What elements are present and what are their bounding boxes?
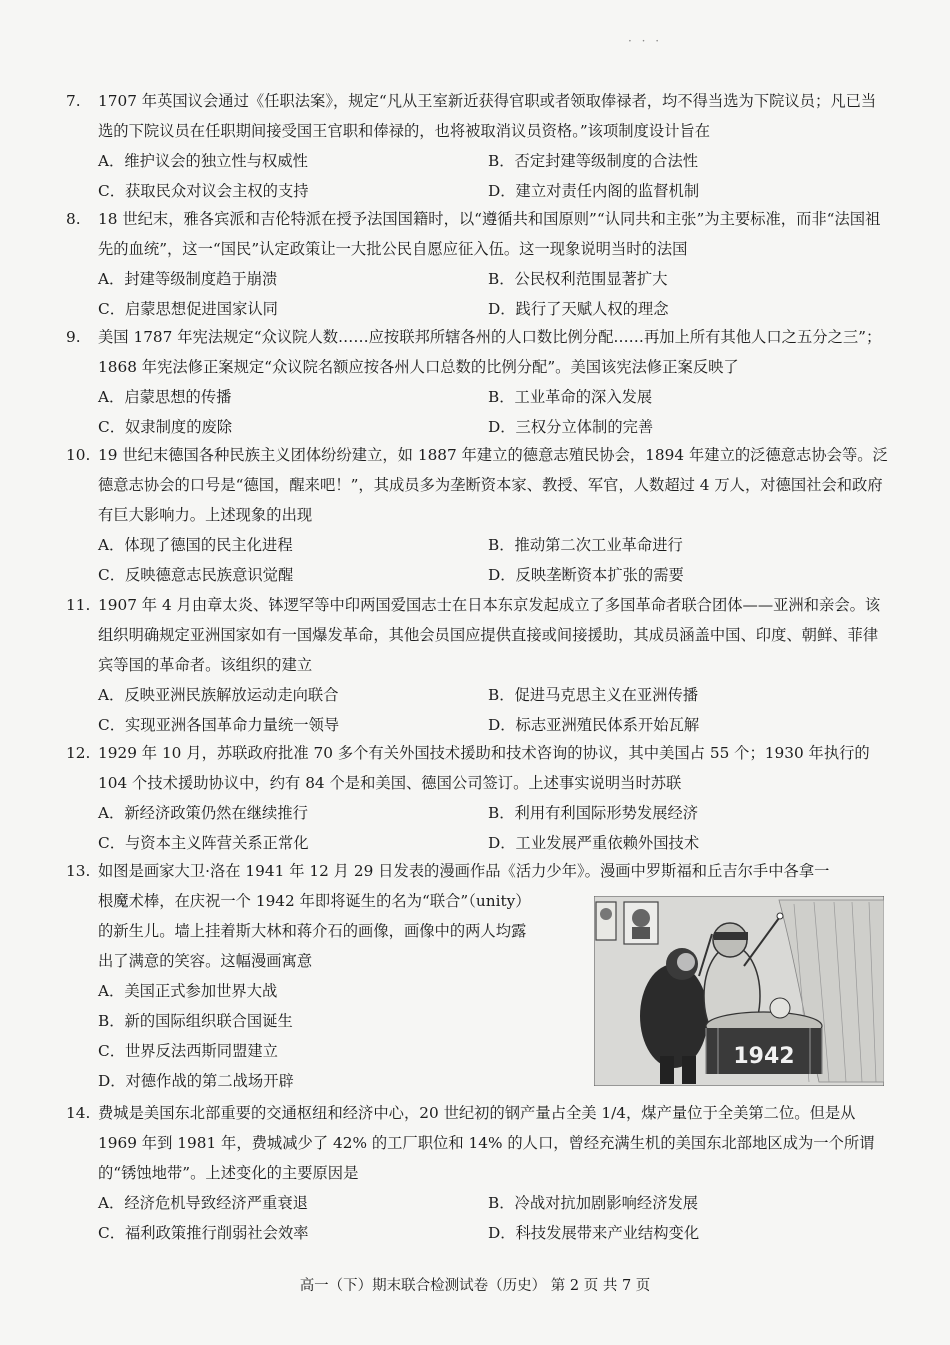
- question-stem: 18 世纪末，雅各宾派和吉伦特派在授予法国国籍时，以“遵循共和国原则”“认同共和主张”为主要标准，而非“法国祖先的血统”，这一“国民”认定政策让一大批公民自愿应征入伍。这一现象说明当时的法国: [98, 210, 881, 258]
- question-9: [66, 322, 890, 442]
- question-14: [66, 1098, 890, 1248]
- question-stem: 1929 年 10 月，苏联政府批准 70 多个有关外国技术援助和技术咨询的协议，其中美国占 55 个；1930 年执行的 104 个技术援助协议中，约有 84 个是和美国、德国公司签订。上述事实说明当时苏联: [98, 744, 870, 792]
- question-stem-line-2: 根魔术棒，在庆祝一个 1942 年即将诞生的名为“联合”（unity）: [98, 892, 531, 910]
- option-b[interactable]: B．利用有利国际形势发展经济: [488, 804, 699, 822]
- question-8: [66, 204, 890, 324]
- question-stem-line-3: 的新生儿。墙上挂着斯大林和蒋介石的画像，画像中的两人均露: [98, 922, 527, 940]
- option-a[interactable]: A．封建等级制度趋于崩溃: [98, 270, 278, 288]
- options: [66, 798, 890, 858]
- option-d[interactable]: D．建立对责任内阁的监督机制: [488, 182, 700, 200]
- question-11: [66, 590, 890, 740]
- option-b[interactable]: B．冷战对抗加剧影响经济发展: [488, 1194, 699, 1212]
- question-stem: 费城是美国东北部重要的交通枢纽和经济中心，20 世纪初的钢产量占全美 1/4，煤产量位于全美第二位。但是从 1969 年到 1981 年，费城减少了 42% 的工厂职位和 14% 的人口，曾经充满生机的美国东北部地区成为一个所谓的“锈蚀地带”。上述变化的主要原因是: [98, 1104, 875, 1182]
- option-a[interactable]: A．新经济政策仍然在继续推行: [98, 804, 308, 822]
- option-d[interactable]: D．践行了天赋人权的理念: [488, 300, 669, 318]
- question-number: 13.: [66, 862, 91, 880]
- question-10: [66, 440, 890, 590]
- option-a[interactable]: A．维护议会的独立性与权威性: [98, 152, 308, 170]
- question-number: 9.: [66, 328, 81, 346]
- option-a[interactable]: A．反映亚洲民族解放运动走向联合: [98, 686, 339, 704]
- question-number: 12.: [66, 744, 91, 762]
- option-b[interactable]: B．公民权利范围显著扩大: [488, 270, 668, 288]
- question-number: 8.: [66, 210, 81, 228]
- option-b[interactable]: B．促进马克思主义在亚洲传播: [488, 686, 699, 704]
- option-c[interactable]: C．获取民众对议会主权的支持: [98, 182, 309, 200]
- option-b[interactable]: B．否定封建等级制度的合法性: [488, 152, 699, 170]
- option-d[interactable]: D．科技发展带来产业结构变化: [488, 1224, 700, 1242]
- question-stem: 美国 1787 年宪法规定“众议院人数……应按联邦所辖各州的人口数比例分配……再加上所有其他人口之五分之三”；1868 年宪法修正案规定“众议院名额应按各州人口总数的比例分配”。美国该宪法修正案反映了: [98, 328, 882, 376]
- option-a[interactable]: A．体现了德国的民主化进程: [98, 536, 293, 554]
- question-stem-line-4: 出了满意的笑容。这幅漫画寓意: [98, 952, 313, 970]
- question-stem-line-1: 如图是画家大卫·洛在 1941 年 12 月 29 日发表的漫画作品《活力少年》。漫画中罗斯福和丘吉尔手中各拿一: [98, 862, 830, 880]
- question-number: 14.: [66, 1104, 91, 1122]
- option-b[interactable]: B．推动第二次工业革命进行: [488, 536, 683, 554]
- option-c[interactable]: C．与资本主义阵营关系正常化: [98, 834, 309, 852]
- option-d[interactable]: D．反映垄断资本扩张的需要: [488, 566, 684, 584]
- question-stem: 1907 年 4 月由章太炎、钵逻罕等中印两国爱国志士在日本东京发起成立了多国革命者联合团体——亚洲和亲会。该组织明确规定亚洲国家如有一国爆发革命，其他会员国应提供直接或间接援助，其成员涵盖中国、印度、朝鲜、菲律宾等国的革命者。该组织的建立: [98, 596, 881, 674]
- option-d[interactable]: D．三权分立体制的完善: [488, 418, 654, 436]
- question-7: [66, 86, 890, 206]
- page-footer: 高一（下）期末联合检测试卷（历史） 第 2 页 共 7 页: [299, 1278, 651, 1294]
- options: [66, 382, 890, 442]
- option-c[interactable]: C．世界反法西斯同盟建立: [98, 1042, 278, 1060]
- option-b[interactable]: B．工业革命的深入发展: [488, 388, 653, 406]
- option-c[interactable]: C．福利政策推行削弱社会效率: [98, 1224, 309, 1242]
- options: [66, 680, 890, 740]
- cartoon-image: [594, 896, 884, 1086]
- question-number: 10.: [66, 446, 91, 464]
- question-number: 7.: [66, 92, 81, 110]
- options: [66, 146, 890, 206]
- option-a[interactable]: A．美国正式参加世界大战: [98, 982, 278, 1000]
- option-c[interactable]: C．奴隶制度的废除: [98, 418, 233, 436]
- question-stem: 1707 年英国议会通过《任职法案》，规定“凡从王室新近获得官职或者领取俸禄者，均不得当选为下院议员；凡已当选的下院议员在任职期间接受国王官职和俸禄的，也将被取消议员资格。”该项制度设计旨在: [98, 92, 877, 140]
- option-d[interactable]: D．工业发展严重依赖外国技术: [488, 834, 700, 852]
- options: [66, 1188, 890, 1248]
- option-c[interactable]: C．启蒙思想促进国家认同: [98, 300, 278, 318]
- question-number: 11.: [66, 596, 91, 614]
- option-b[interactable]: B．新的国际组织联合国诞生: [98, 1012, 293, 1030]
- option-c[interactable]: C．反映德意志民族意识觉醒: [98, 566, 294, 584]
- option-a[interactable]: A．经济危机导致经济严重衰退: [98, 1194, 308, 1212]
- options: [66, 530, 890, 590]
- cartoon-year-label: 1942: [733, 1044, 795, 1069]
- header-dots: · · ·: [628, 34, 663, 48]
- options: [66, 264, 890, 324]
- option-c[interactable]: C．实现亚洲各国革命力量统一领导: [98, 716, 340, 734]
- option-a[interactable]: A．启蒙思想的传播: [98, 388, 232, 406]
- option-d[interactable]: D．对德作战的第二战场开辟: [98, 1072, 294, 1090]
- question-stem: 19 世纪末德国各种民族主义团体纷纷建立，如 1887 年建立的德意志殖民协会，1894 年建立的泛德意志协会等。泛德意志协会的口号是“德国，醒来吧！”，其成员多为垄断资本家、教授、军官，人数超过 4 万人，对德国社会和政府有巨大影响力。上述现象的出现: [98, 446, 888, 524]
- question-12: [66, 738, 890, 858]
- option-d[interactable]: D．标志亚洲殖民体系开始瓦解: [488, 716, 700, 734]
